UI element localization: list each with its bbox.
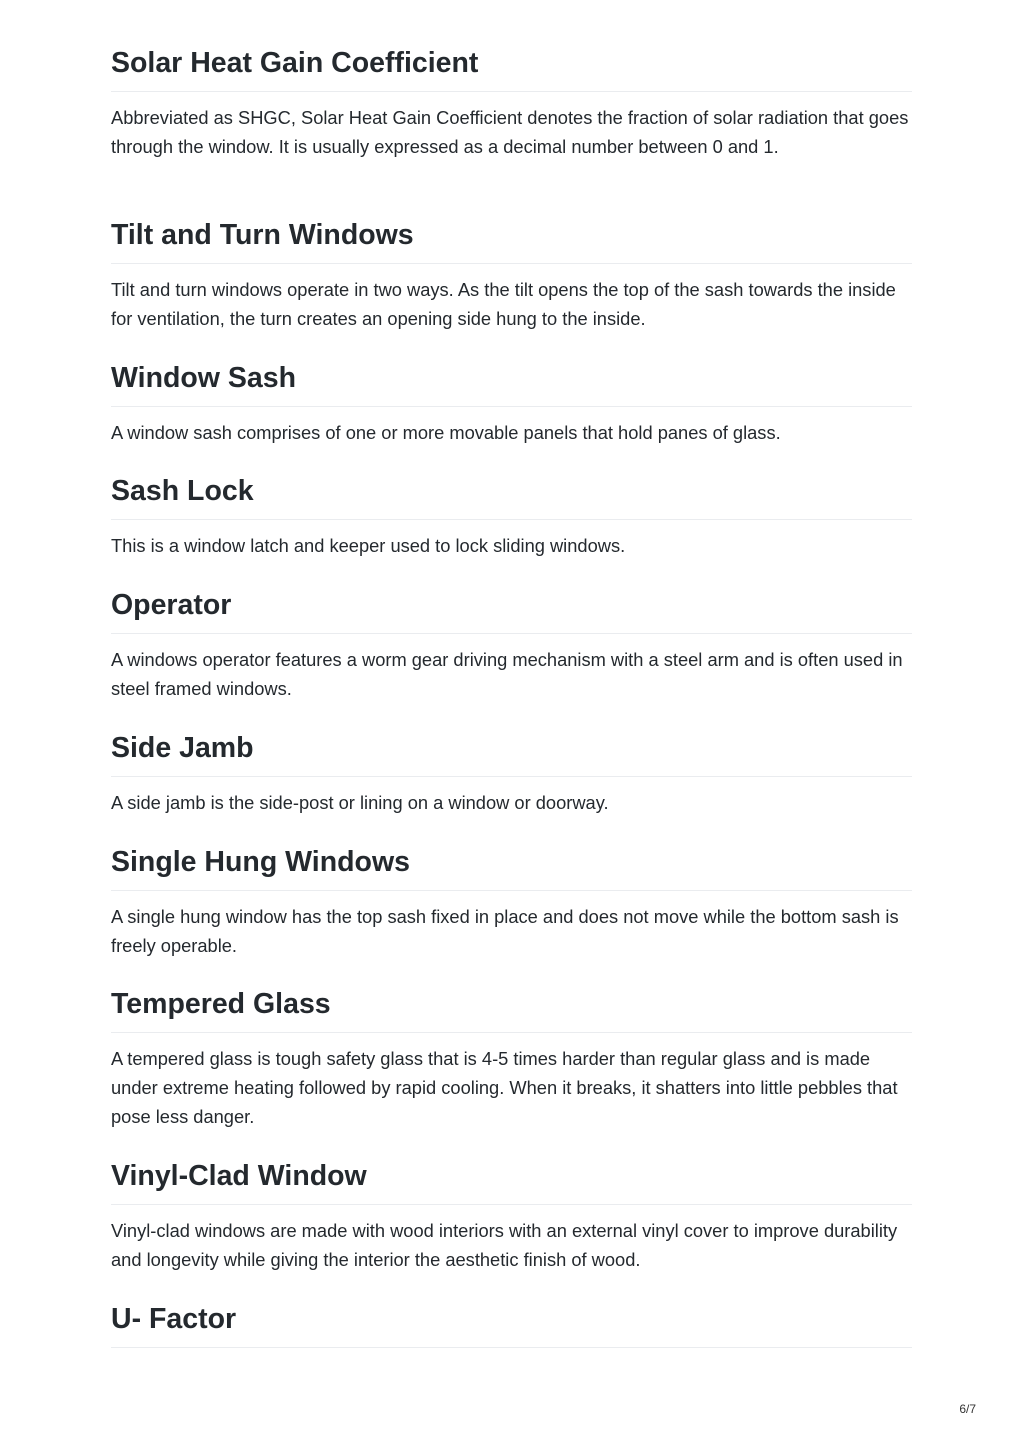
section-heading: Tempered Glass xyxy=(111,986,912,1033)
section-heading: Tilt and Turn Windows xyxy=(111,217,912,264)
page-number: 6/7 xyxy=(959,1402,976,1416)
section-body: A windows operator features a worm gear driving mechanism with a steel arm and is often used in steel framed windows. xyxy=(111,649,903,699)
section-heading: Vinyl-Clad Window xyxy=(111,1158,912,1205)
section-heading: Side Jamb xyxy=(111,730,912,777)
section-body: A window sash comprises of one or more movable panels that hold panes of glass. xyxy=(111,422,781,443)
section-body: A side jamb is the side-post or lining on a window or doorway. xyxy=(111,792,609,813)
section-single-hung-windows xyxy=(111,844,912,960)
section-heading: Solar Heat Gain Coefficient xyxy=(111,45,912,92)
section-body: Abbreviated as SHGC, Solar Heat Gain Coefficient denotes the fraction of solar radiation that goes through the window. It is usually expressed as a decimal number between 0 and 1. xyxy=(111,107,909,157)
section-body: A tempered glass is tough safety glass that is 4-5 times harder than regular glass and is made under extreme heating followed by rapid cooling. When it breaks, it shatters into little pebbles that pose less danger. xyxy=(111,1048,898,1127)
section-vinyl-clad-window xyxy=(111,1158,912,1274)
section-tilt-and-turn-windows xyxy=(111,217,912,333)
section-heading: Operator xyxy=(111,587,912,634)
section-body: Tilt and turn windows operate in two ways. As the tilt opens the top of the sash towards the inside for ventilation, the turn creates an opening side hung to the inside. xyxy=(111,279,896,329)
section-body: Vinyl-clad windows are made with wood interiors with an external vinyl cover to improve durability and longevity while giving the interior the aesthetic finish of wood. xyxy=(111,1220,898,1270)
section-heading: Sash Lock xyxy=(111,473,912,520)
section-heading: Single Hung Windows xyxy=(111,844,912,891)
section-body: A single hung window has the top sash fixed in place and does not move while the bottom sash is freely operable. xyxy=(111,906,899,956)
section-sash-lock xyxy=(111,473,912,560)
section-solar-heat-gain-coefficient xyxy=(111,45,912,161)
section-window-sash xyxy=(111,360,912,447)
section-tempered-glass xyxy=(111,986,912,1131)
section-body: This is a window latch and keeper used to lock sliding windows. xyxy=(111,535,626,556)
section-heading: Window Sash xyxy=(111,360,912,407)
section-heading: U- Factor xyxy=(111,1301,912,1348)
section-u-factor xyxy=(111,1301,912,1348)
section-side-jamb xyxy=(111,730,912,817)
section-operator xyxy=(111,587,912,703)
